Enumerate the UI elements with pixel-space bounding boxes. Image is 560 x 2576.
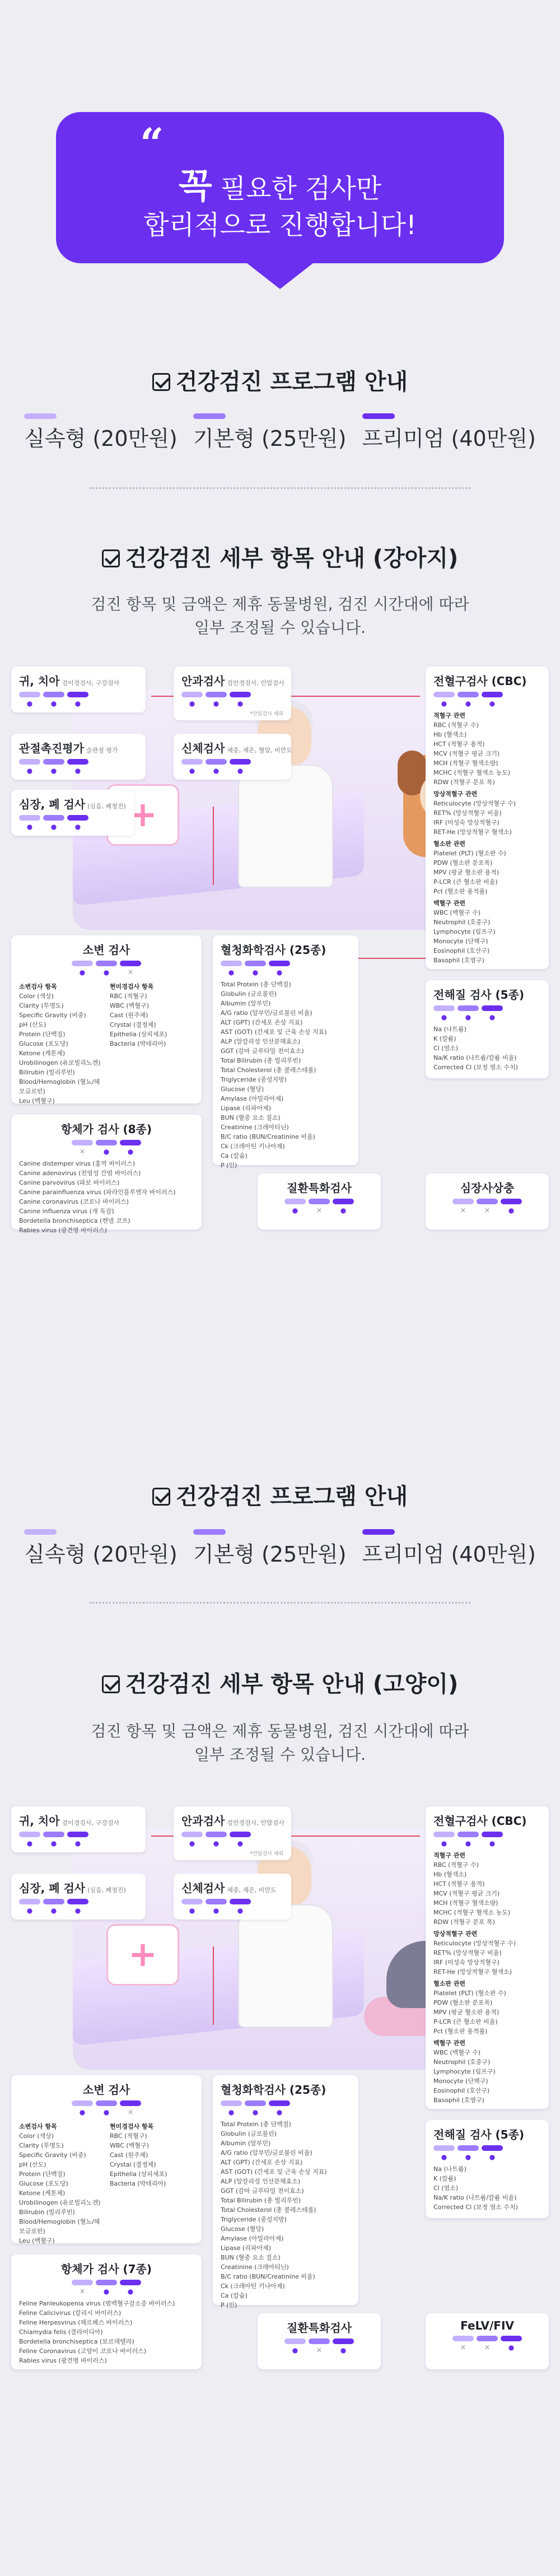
- card-chemistry: 혈청화학검사 (25종) ● ● ● Total Protein (총 단백질) Globulin (글로불린) Albumin (알부민) A/G ratio (알부민/글로불린 비율) ALT (GPT) (간세포 손상 지표) AST (GOT) (간세포 및 근육 손상 지표) ALP (알칼리성 인산분해효소) GGT (감마 글루타밀 전이효소) Total Bilirubin (총 빌리루빈) Total Cholesterol (총 콜레스테롤) Triglyceride (중성지방) Glucose (혈당) Amylase (아밀라아제) Lipase (리파아제) BUN (혈중 요소 질소) Creatinine (크레아티닌) B/C ratio (BUN/Creatinine 비율) Ck (크레아틴 키나아제) Ca (칼슘) P (인): [213, 2075, 358, 2305]
- tier-list-2: [0, 1535, 560, 1568]
- tier-label: 실속형 (20만원): [24, 426, 178, 451]
- card-electrolyte: 전해질 검사 (5종) ● ● ● Na (나트륨) K (칼륨) Cl (염소) Na/K ratio (나트륨/칼륨 비율) Corrected Cl (보정 염소 수치): [426, 2120, 549, 2218]
- tier-list: [0, 419, 560, 452]
- card-heartworm: 심장사상충 ✕ ✕ ●: [426, 1173, 549, 1229]
- dog-desc-line-1: 검진 항목 및 금액은 제휴 동물병원, 검진 시간대에 따라: [91, 595, 469, 613]
- clinic-illustration: [73, 1829, 476, 2070]
- cat-description: 검진 항목 및 금액은 제휴 동물병원, 검진 시간대에 따라 일부 조정될 수 있습니다.: [91, 1722, 469, 1764]
- card-title: 귀, 치아 검이경검사, 구강검사: [19, 674, 120, 688]
- card-eye: 안과검사 검안경검사, 안압검사 ● ● ● *안압검사 제외: [174, 1806, 291, 1860]
- tier-pills: [19, 692, 138, 697]
- tier-marks: ● ● ●: [26, 700, 81, 707]
- program-title-text: 건강검진 프로그램 안내: [175, 369, 408, 395]
- checkbox-icon: [152, 373, 170, 391]
- hero-line-1: [56, 158, 504, 208]
- quote-mark-icon: “: [140, 120, 164, 168]
- divider: [90, 1602, 470, 1604]
- card-ear-teeth: [11, 667, 146, 712]
- card-physical: 신체검사 체중, 체온, 혈압, 비만도 ● ● ●: [174, 734, 291, 780]
- card-heart-lung: 심장, 폐 검사 (심음, 폐청진) ● ● ●: [11, 790, 134, 836]
- hero-line-2: 합리적으로 진행합니다!: [143, 210, 417, 241]
- dog-desc-line-2: 일부 조정될 수 있습니다.: [194, 618, 366, 637]
- connector-line: [213, 807, 214, 885]
- card-urine: 소변 검사 ● ● ✕ 소변검사 항목 Color (색상) Clarity (투명도) Specific Gravity (비중) pH (산도) Protein (단백질) Glucose (포도당) Ketone (케톤체) Urobilinogen (유로빌리노겐) Bilirubin (빌리루빈) Blood/Hemoglobin (혈뇨/헤모글로빈) Leu (백혈구) 현미경검사 항목 RBC (적혈구) WBC (백혈구) Cast (원주체) Crystal (결정체) Epithelia (상피세포) Bacteria (박테리아): [11, 935, 202, 1103]
- card-note: *안압검사 제외: [250, 711, 283, 717]
- tier-label: 기본형 (25만원): [193, 426, 347, 451]
- tier-standard: [193, 419, 347, 452]
- checkbox-icon: [102, 1675, 120, 1693]
- checkbox-icon: [152, 1488, 170, 1506]
- connector-line: [274, 696, 420, 697]
- hero-bubble: [56, 112, 504, 263]
- tier-bar: [193, 413, 226, 419]
- tier-basic: [24, 1535, 178, 1568]
- cat-section-title: [0, 1666, 560, 1698]
- tier-label: 프리미엄 (40만원): [362, 426, 536, 451]
- program-title-2: [0, 1479, 560, 1511]
- card-title: 안과검사 검안경검사, 안압검사: [181, 674, 284, 688]
- tier-standard: [193, 1535, 347, 1568]
- program-title-text: 건강검진 프로그램 안내: [175, 1484, 408, 1510]
- card-cbc: 전혈구검사 (CBC) ● ● ● 적혈구 관련 RBC (적혈구 수) Hb (혈색소) HCT (적혈구 용적) MCV (적혈구 평균 크기) MCH (적혈구 혈색소량) MCHC (적혈구 혈색소 농도) RDW (적혈구 분포 폭) 망상적혈구 관련 Reticulocyte (망상적혈구 수) RET% (망상적혈구 비율) IRF (미성숙 망상적혈구) RET-He (망상적혈구 혈색소) 혈소판 관련 Platelet (PLT) (혈소판 수) PDW (혈소판 분포폭) MPV (평균 혈소판 용적) P-LCR (큰 혈소판 비율) Pct (혈소판 용적률) 백혈구 관련 WBC (백혈구 수) Neutrophil (호중구) Lymphocyte (림프구) Monocyte (단핵구) Eosinophil (호산구) Basophil (호염구): [426, 667, 549, 969]
- vet-body: [238, 765, 333, 888]
- tier-basic: [24, 419, 178, 452]
- cbc-list: 적혈구 관련 RBC (적혈구 수) Hb (혈색소) HCT (적혈구 용적) MCV (적혈구 평균 크기) MCH (적혈구 혈색소량) MCHC (적혈구 혈색소 농도) RDW (적혈구 분포 폭) 망상적혈구 관련 Reticulocyte (망상적혈구 수) RET% (망상적혈구 비율) IRF (미성숙 망상적혈구) RET-He (망상적혈구 혈색소) 혈소판 관련 Platelet (PLT) (혈소판 수) PDW (혈소판 분포폭) MPV (평균 혈소판 용적) P-LCR (큰 혈소판 비율) Pct (혈소판 용적률) 백혈구 관련 WBC (백혈구 수) Neutrophil (호중구) Lymphocyte (림프구) Monocyte (단핵구) Eosinophil (호산구) Basophil (호염구): [433, 712, 516, 964]
- hero-emphasis: 꼭: [178, 165, 212, 206]
- card-physical: 신체검사 체중, 체온, 비만도 ● ● ●: [174, 1874, 291, 1920]
- hero-line-1-rest: 필요한 검사만: [212, 174, 382, 204]
- medical-box-icon: [106, 1924, 179, 1986]
- tier-label: 프리미엄 (40만원): [362, 1542, 536, 1567]
- card-ear-teeth: 귀, 치아 검이경검사, 구강검사 ● ● ●: [11, 1806, 146, 1852]
- checkbox-icon: [102, 549, 120, 567]
- card-electrolyte: 전해질 검사 (5종) ● ● ● Na (나트륨) K (칼륨) Cl (염소) Na/K ratio (나트륨/칼륨 비율) Corrected Cl (보정 염소 수치): [426, 980, 549, 1078]
- tier-label: 실속형 (20만원): [24, 1542, 178, 1567]
- dog-diagram: [11, 667, 549, 1232]
- card-urine: 소변 검사 ● ● ✕ 소변검사 항목 Color (색상) Clarity (투명도) Specific Gravity (비중) pH (산도) Protein (단백질) Glucose (포도당) Ketone (케톤체) Urobilinogen (유로빌리노겐) Bilirubin (빌리루빈) Blood/Hemoglobin (혈뇨/헤모글로빈) Leu (백혈구) 현미경검사 항목 RBC (적혈구) WBC (백혈구) Cast (원주체) Crystal (결정체) Epithelia (상피세포) Bacteria (박테리아): [11, 2075, 202, 2243]
- cat-title-text: 건강검진 세부 항목 안내 (고양이): [125, 1671, 459, 1697]
- card-disease: 질환특화검사 ● ✕ ●: [258, 1173, 381, 1229]
- divider: [90, 487, 470, 489]
- tier-bar: [24, 413, 57, 419]
- cat-diagram: [11, 1806, 549, 2372]
- program-title: [0, 364, 560, 396]
- card-felv-fiv: FeLV/FIV ✕ ✕ ●: [426, 2313, 549, 2369]
- card-eye: 안과검사 검안경검사, 안압검사 ● ● ● *안압검사 제외: [174, 667, 291, 720]
- card-antibody: 항체가 검사 (8종) ✕ ● ● Canine distemper virus (홍역 바이러스) Canine adenovirus (전염성 간염 바이러스) Canine parvovirus (파보 바이러스) Canine parainfluenza virus (파라인플루엔자 바이러스) Canine coronavirus (코로나 바이러스) Canine influenza virus (개 독감) Bordetella bronchiseptica (켄넬 코프) Rabies virus (광견병 바이러스): [11, 1115, 202, 1229]
- card-heart-lung: 심장, 폐 검사 (심음, 폐청진) ● ● ●: [11, 1874, 146, 1920]
- tier-premium: [362, 1535, 536, 1568]
- tier-bar: [362, 413, 395, 419]
- dog-title-text: 건강검진 세부 항목 안내 (강아지): [125, 546, 459, 571]
- card-chemistry: 혈청화학검사 (25종) ● ● ● Total Protein (총 단백질) Globulin (글로불린) Albumin (알부민) A/G ratio (알부민/글로불린 비율) ALT (GPT) (간세포 손상 지표) AST (GOT) (간세포 및 근육 손상 지표) ALP (알칼리성 인산분해효소) GGT (감마 글루타밀 전이효소) Total Bilirubin (총 빌리루빈) Total Cholesterol (총 콜레스테롤) Triglyceride (중성지방) Glucose (혈당) Amylase (아밀라아제) Lipase (리파아제) BUN (혈중 요소 질소) Creatinine (크레아티닌) B/C ratio (BUN/Creatinine 비율) Ck (크레아틴 키나아제) Ca (칼슘) P (인): [213, 935, 358, 1165]
- card-cbc: 전혈구검사 (CBC) ● ● ● 적혈구 관련 RBC (적혈구 수) Hb (혈색소) HCT (적혈구 용적) MCV (적혈구 평균 크기) MCH (적혈구 혈색소량) MCHC (적혈구 혈색소 농도) RDW (적혈구 분포 폭) 망상적혈구 관련 Reticulocyte (망상적혈구 수) RET% (망상적혈구 비율) IRF (미성숙 망상적혈구) RET-He (망상적혈구 혈색소) 혈소판 관련 Platelet (PLT) (혈소판 수) PDW (혈소판 분포폭) MPV (평균 혈소판 용적) P-LCR (큰 혈소판 비율) Pct (혈소판 용적률) 백혈구 관련 WBC (백혈구 수) Neutrophil (호중구) Lymphocyte (림프구) Monocyte (단핵구) Eosinophil (호산구) Basophil (호염구): [426, 1806, 549, 2109]
- dog-description: [0, 593, 560, 640]
- card-disease: 질환특화검사 ● ✕ ●: [258, 2313, 381, 2369]
- dog-section-title: [0, 541, 560, 572]
- tier-premium: [362, 419, 536, 452]
- card-antibody: 항체가 검사 (7종) ✕ ● ● Feline Panleukopenia virus (범백혈구감소증 바이러스) Feline Calicivirus (칼리시 바이러스) Feline Herpesvirus (헤르페스 바이러스) Chlamydia felis (클라미디아) Bordetella bronchiseptica (보르데텔라) Feline Coronavirus (고양이 코로나 바이러스) Rabies virus (광견병 바이러스): [11, 2254, 202, 2369]
- tier-label: 기본형 (25만원): [193, 1542, 347, 1567]
- card-joint: 관절촉진평가 슬관절 평가 ● ● ●: [11, 734, 146, 780]
